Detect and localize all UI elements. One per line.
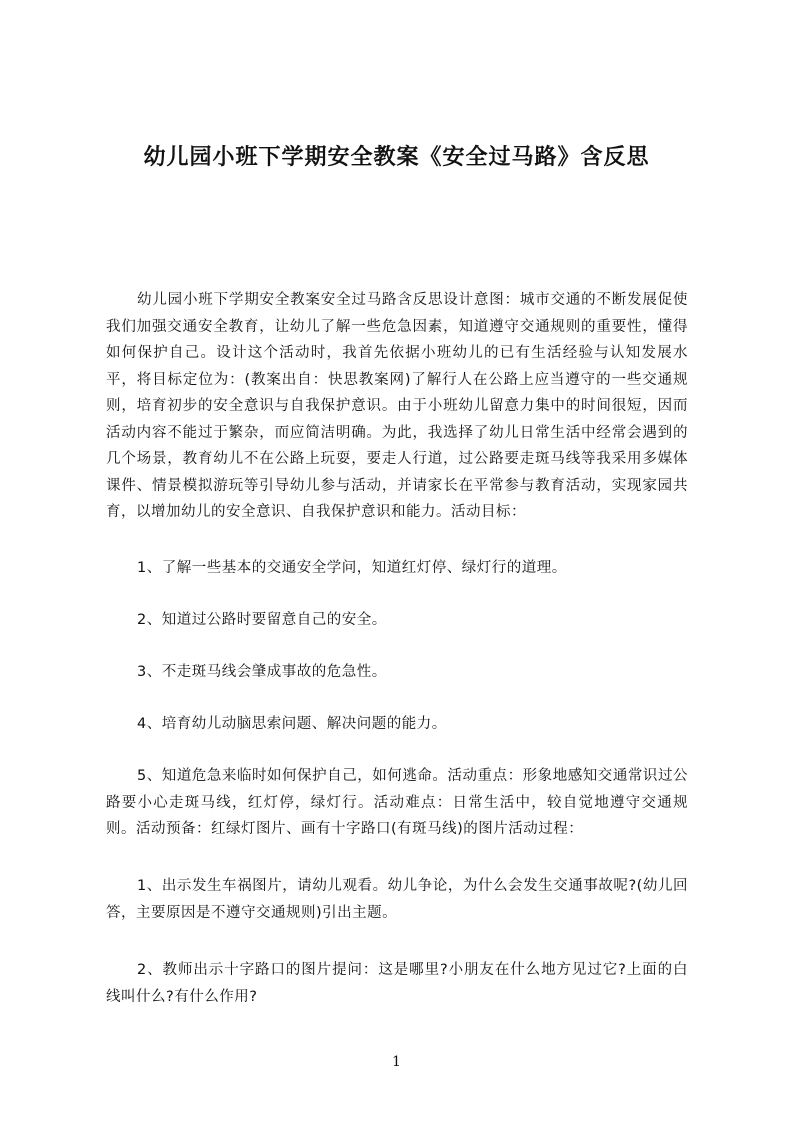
goal-item-2: 2、知道过公路时要留意自己的安全。: [137, 612, 387, 628]
intro-paragraph: 幼儿园小班下学期安全教案安全过马路含反思设计意图：城市交通的不断发展促使我们加强交通安全教育，让幼儿了解一些危急因素，知道遵守交通规则的重要性，懂得如何保护自己。设计这个活动时，我首先依据小班幼儿的已有生活经验与认知发展水平，将目标定位为：(教案出自：快思教案网)了解行人在公路上应当遵守的一些交通规则，培育初步的安全意识与自我保护意识。由于小班幼儿留意力集中的时间很短，因而活动内容不能过于繁杂，而应简洁明确。为此，我选择了幼儿日常生活中经常会遇到的几个场景，教育幼儿不在公路上玩耍，要走人行道，过公路要走斑马线等我采用多媒体课件、情景模拟游玩等引导幼儿参与活动，并请家长在平常参与教育活动，实现家园共育，以增加幼儿的安全意识、自我保护意识和能力。活动目标：: [106, 292, 688, 520]
process-step-1: 1、出示发生车祸图片，请幼儿观看。幼儿争论，为什么会发生交通事故呢?(幼儿回答，主要原因是不遵守交通规则)引出主题。: [106, 878, 688, 921]
goal-item-5: 5、知道危急来临时如何保护自己，如何逃命。活动重点：形象地感知交通常识过公路要小心走斑马线，红灯停，绿灯行。活动难点：日常生活中，较自觉地遵守交通规则。活动预备：红绿灯图片、画有十字路口(有斑马线)的图片活动过程：: [106, 768, 688, 837]
goal-item-4: 4、培育幼儿动脑思索问题、解决问题的能力。: [137, 716, 447, 732]
page-number: 1: [392, 1054, 401, 1070]
document-title: 幼儿园小班下学期安全教案《安全过马路》含反思: [143, 145, 650, 170]
goal-item-1: 1、了解一些基本的交通安全学问，知道红灯停、绿灯行的道理。: [137, 560, 567, 576]
goal-item-3: 3、不走斑马线会肇成事故的危急性。: [137, 664, 387, 680]
process-step-2: 2、教师出示十字路口的图片提问：这是哪里?小朋友在什么地方见过它?上面的白线叫什么?有什么作用?: [106, 962, 688, 1005]
